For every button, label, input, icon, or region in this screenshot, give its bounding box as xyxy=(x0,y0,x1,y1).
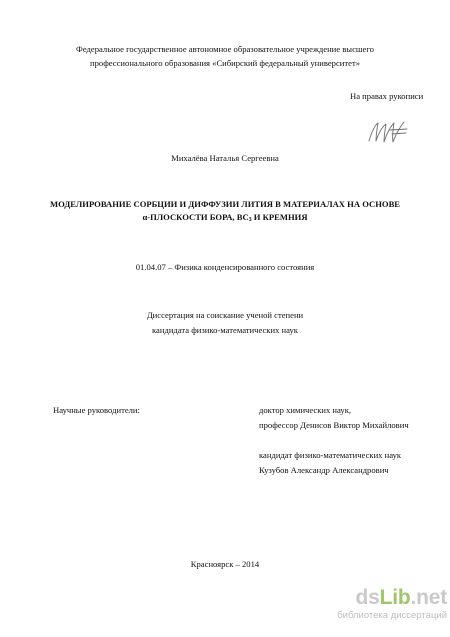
supervisor-2-name: Кузубов Александр Александрович xyxy=(259,465,389,475)
institution-line-1: Федеральное государственное автономное образовательное учреждение высшего xyxy=(76,44,374,54)
watermark-logo-part-2: Lib xyxy=(379,586,411,609)
watermark-subtitle: библиотека диссертаций xyxy=(337,610,447,621)
specialty-code: 01.04.07 – Физика конденсированного состояния xyxy=(135,262,315,272)
supervisor-1-name: профессор Денисов Виктор Михайлович xyxy=(259,420,409,430)
manuscript-rights: На правах рукописи xyxy=(350,91,424,101)
city-year: Красноярск – 2014 xyxy=(190,559,260,569)
watermark[interactable] xyxy=(337,586,447,634)
supervisors-label: Научные руководители: xyxy=(53,405,140,415)
supervisor-2-title: кандидат физико-математических наук xyxy=(259,450,402,460)
dissertation-title-line-2 xyxy=(0,212,450,223)
title-line-2-suffix: И КРЕМНИЯ xyxy=(251,212,308,222)
title-line-2-prefix: α-ПЛОСКОСТИ БОРА, ВС xyxy=(142,212,249,222)
degree-line-1: Диссертация на соискание ученой степени xyxy=(146,310,304,320)
title-line-2-subscript: 3 xyxy=(248,217,252,223)
watermark-logo[interactable] xyxy=(355,586,447,610)
supervisor-1-title: доктор химических наук, xyxy=(259,405,352,415)
degree-line-2: кандидата физико-математических наук xyxy=(152,325,298,335)
signature-icon xyxy=(366,117,410,147)
author-name: Михалёва Наталья Сергеевна xyxy=(171,153,279,163)
dissertation-title-line-1: МОДЕЛИРОВАНИЕ СОРБЦИИ И ДИФФУЗИИ ЛИТИЯ В МАТЕРИАЛАХ НА ОСНОВЕ xyxy=(49,199,401,209)
watermark-logo-part-3: .net xyxy=(410,586,447,609)
watermark-logo-part-1: ds xyxy=(355,586,380,609)
institution-line-2: профессионального образования «Сибирский федеральный университет» xyxy=(90,58,360,68)
